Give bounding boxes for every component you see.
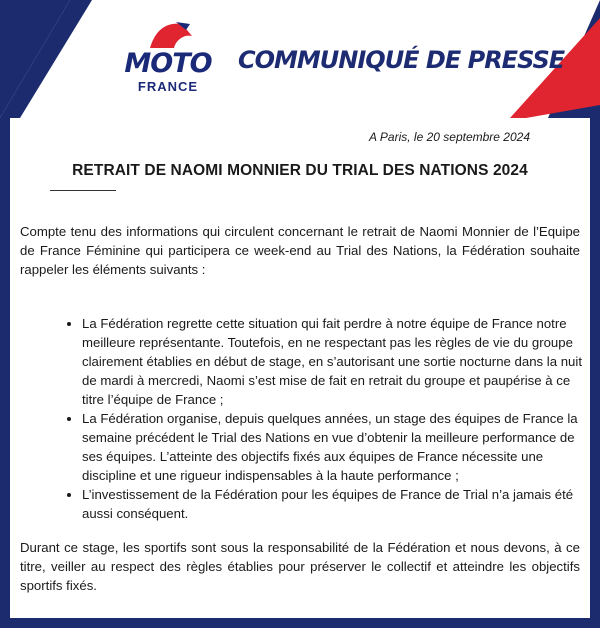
logo-moto-text: MOTO xyxy=(124,48,212,79)
list-item: • L’investissement de la Fédération pour les équipes de France de Trial n’a jamais été aussi conséquent. xyxy=(82,485,592,523)
bullet-list xyxy=(60,314,592,523)
title-underline xyxy=(50,190,116,191)
closing-paragraph: Durant ce stage, les sportifs sont sous la responsabilité de la Fédération et nous devons, à ce titre, veiller au respect des règles établies pour préserver le collectif et atteindre les objectifs sportifs fixés. xyxy=(20,540,580,593)
list-item: • La Fédération regrette cette situation qui fait perdre à notre équipe de France notre meilleure représentante. Toutefois, en ne respectant pas les règles de vie du groupe clairement établies en début de stage, en s’autorisant une sortie nocturne dans la nuit de mardi à mercredi, Naomi s’est mise de fait en retrait du groupe et paupérise à ce titre l’équipe de France ; xyxy=(82,314,592,409)
intro-paragraph: Compte tenu des informations qui circulent concernant le retrait de Naomi Monnier de l’Equipe de France Féminine qui participera ce week-end au Trial des Nations, la Fédération souhaite rappeler les éléments suivants : xyxy=(20,224,580,277)
press-header xyxy=(0,0,600,118)
document-title: RETRAIT DE NAOMI MONNIER DU TRIAL DES NATIONS 2024 xyxy=(72,162,528,179)
moto-france-logo xyxy=(118,16,218,112)
logo-emblem-icon xyxy=(146,18,196,52)
document-body xyxy=(10,118,590,618)
date-line: A Paris, le 20 septembre 2024 xyxy=(369,130,530,144)
press-release-heading: COMMUNIQUÉ DE PRESSE xyxy=(238,46,565,74)
list-item: • La Fédération organise, depuis quelques années, un stage des équipes de France la semaine précédent le Trial des Nations en vue d’obtenir la meilleure performance de ses équipes. L’atteinte des objectifs fixés aux équipes de France nécessite une discipline et une rigueur indispensables à la haute performance ; xyxy=(82,409,592,485)
logo-france-text: FRANCE xyxy=(137,79,199,94)
